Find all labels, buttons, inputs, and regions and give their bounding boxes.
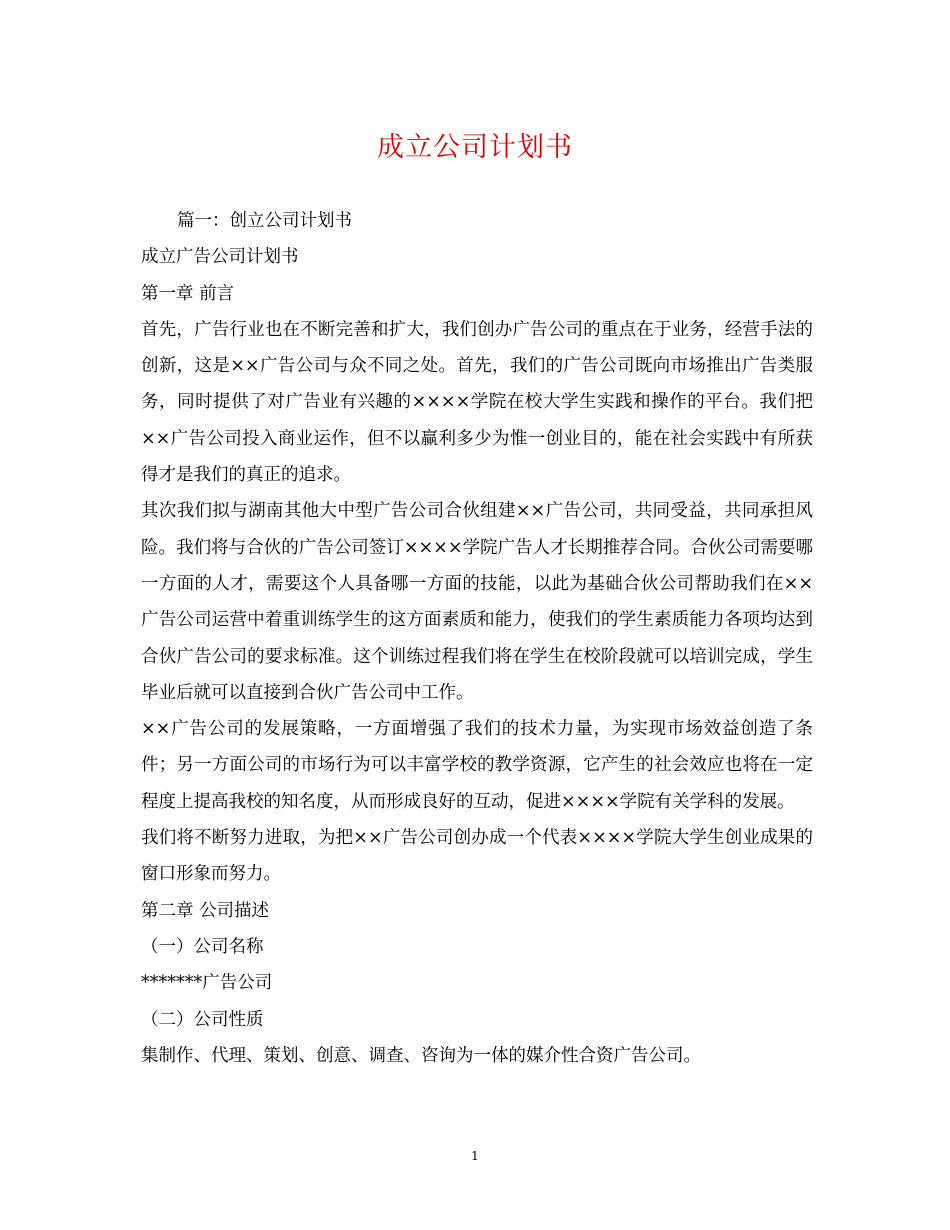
subtitle: 成立广告公司计划书 — [141, 247, 299, 268]
paragraph: 其次我们拟与湖南其他大中型广告公司合伙组建××广告公司，共同受益，共同承担风险。我们将与合伙的广告公司签订××××学院广告人才长期推荐合同。合伙公司需要哪一方面的人才，需要这个人具备哪一方面的技能，以此为基础合伙公司帮助我们在××广告公司运营中着重训练学生的这方面素质和能力，使我们的学生素质能力各项均达到合伙广告公司的要求标准。这个训练过程我们将在学生在校阶段就可以培训完成，学生毕业后就可以直接到合伙广告公司中工作。 — [141, 501, 813, 703]
paragraph: 集制作、代理、策划、创意、调查、咨询为一体的媒介性合资广告公司。 — [141, 1045, 701, 1066]
paragraph: 首先，广告行业也在不断完善和扩大，我们创办广告公司的重点在于业务，经营手法的创新，这是××广告公司与众不同之处。首先，我们的广告公司既向市场推出广告类服务，同时提供了对广告业有兴趣的××××学院在校大学生实践和操作的平台。我们把××广告公司投入商业运作，但不以赢利多少为惟一创业目的，能在社会实践中有所获得才是我们的真正的追求。 — [141, 319, 813, 486]
document-title: 成立公司计划书 — [377, 132, 573, 163]
page-number: 1 — [471, 1149, 479, 1163]
chapter-heading: 第二章 公司描述 — [141, 900, 270, 921]
section-heading: 篇一：创立公司计划书 — [177, 211, 352, 231]
chapter-heading: 第一章 前言 — [141, 283, 235, 304]
paragraph: *******广告公司 — [141, 973, 273, 994]
paragraph: 我们将不断努力进取，为把××广告公司创办成一个代表××××学院大学生创业成果的窗口形象而努力。 — [141, 828, 813, 885]
paragraph: ××广告公司的发展策略，一方面增强了我们的技术力量，为实现市场效益创造了条件；另一方面公司的市场行为可以丰富学校的教学资源，它产生的社会效应也将在一定程度上提高我校的知名度，从而形成良好的互动，促进××××学院有关学科的发展。 — [141, 719, 813, 812]
document-body — [141, 203, 813, 1074]
subsection-heading: （一）公司名称 — [141, 936, 264, 957]
subsection-heading: （二）公司性质 — [141, 1009, 264, 1030]
